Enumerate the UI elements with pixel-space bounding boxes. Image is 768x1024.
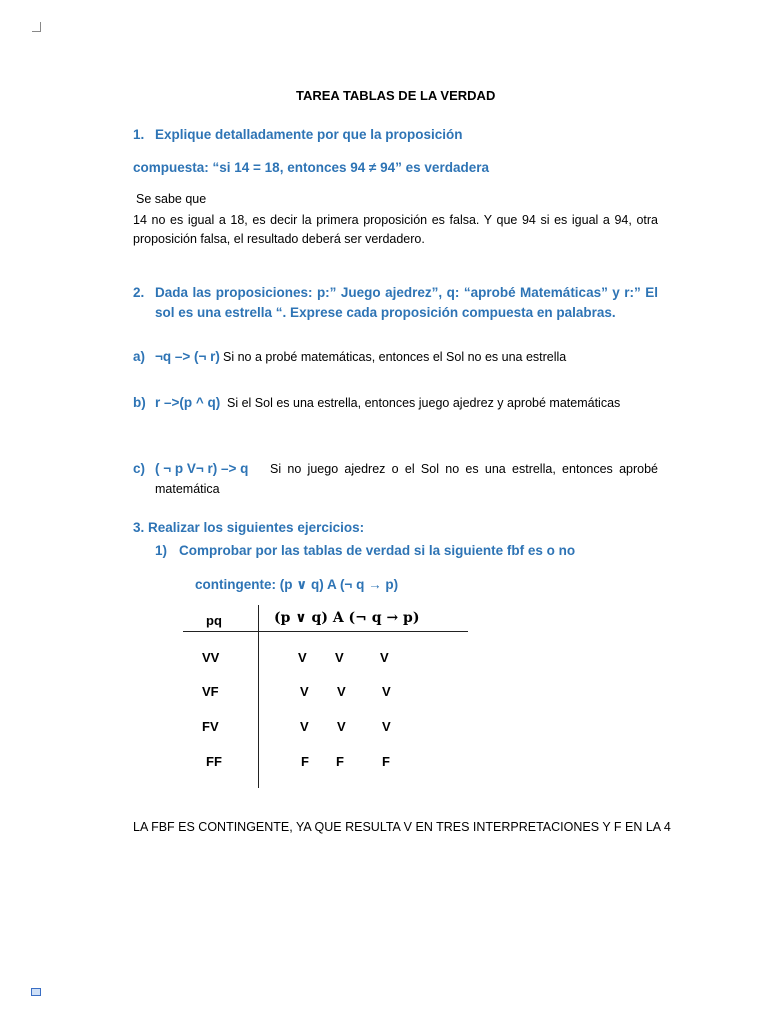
q2-number: 2. [133, 285, 145, 300]
q1-answer-intro: Se sabe que [136, 192, 207, 206]
table-row-pq: VF [202, 684, 219, 699]
q3-sub-line2: contingente: (p ∨ q) A (¬ q → p) [195, 577, 399, 592]
document-icon [31, 988, 41, 996]
page-title: TAREA TABLAS DE LA VERDAD [296, 88, 496, 103]
q3-sub-number: 1) [155, 543, 168, 558]
table-row-pq: FF [206, 754, 222, 769]
table-cell: F [382, 754, 390, 769]
q2a-label: a) [133, 349, 146, 364]
q1-heading-line1: Explique detalladamente por que la proposición [155, 127, 463, 142]
table-row-pq: VV [202, 650, 220, 665]
table-cell: V [300, 684, 309, 699]
q1-answer-line2: proposición falsa, el resultado deberá ser verdadero. [133, 232, 425, 246]
q2c-text: Si no juego ajedrez o el Sol no es una estrella, entonces aprobé [270, 462, 658, 476]
q2c-label: c) [133, 461, 146, 476]
q2a-formula: ¬q –> (¬ r) [155, 349, 220, 364]
q1-number: 1. [133, 127, 145, 142]
q1-heading-line2: compuesta: “si 14 = 18, entonces 94 ≠ 94” es verdadera [133, 160, 489, 175]
q2c-text-line2: matemática [155, 482, 220, 496]
table-vertical-rule [258, 605, 259, 788]
table-header-formula: (p ∨ q) A (¬ q → p) [274, 610, 420, 626]
table-row-pq: FV [202, 719, 219, 734]
conclusion-text: LA FBF ES CONTINGENTE, YA QUE RESULTA V EN TRES INTERPRETACIONES Y F EN LA 4 [133, 820, 671, 834]
table-cell: V [380, 650, 389, 665]
q3-sub-line1: Comprobar por las tablas de verdad si la siguiente fbf es o no [179, 543, 576, 558]
table-cell: F [301, 754, 309, 769]
q2a-text: Si no a probé matemáticas, entonces el Sol no es una estrella [223, 350, 567, 364]
page-corner-mark [32, 22, 41, 32]
table-cell: V [300, 719, 309, 734]
table-cell: V [382, 684, 391, 699]
q2-heading-line2: sol es una estrella “. Exprese cada proposición compuesta en palabras. [155, 305, 616, 320]
table-cell: V [337, 719, 346, 734]
table-header-pq: pq [206, 613, 222, 628]
table-cell: V [337, 684, 346, 699]
q2b-label: b) [133, 395, 146, 410]
table-cell: V [335, 650, 344, 665]
table-cell: V [298, 650, 307, 665]
table-cell: V [382, 719, 391, 734]
q1-answer-line1: 14 no es igual a 18, es decir la primera proposición es falsa. Y que 94 si es igual a 94, otra [133, 213, 658, 227]
q2b-text: Si el Sol es una estrella, entonces juego ajedrez y aprobé matemáticas [227, 396, 621, 410]
q3-heading: 3. Realizar los siguientes ejercicios: [133, 520, 365, 535]
q2c-formula: ( ¬ p V¬ r) –> q [155, 461, 249, 476]
q2b-formula: r –>(p ^ q) [155, 395, 221, 410]
table-cell: F [336, 754, 344, 769]
table-header-rule [183, 631, 468, 632]
q2-heading-line1: Dada las proposiciones: p:” Juego ajedrez”, q: “aprobé Matemáticas” y r:” El [155, 285, 658, 300]
